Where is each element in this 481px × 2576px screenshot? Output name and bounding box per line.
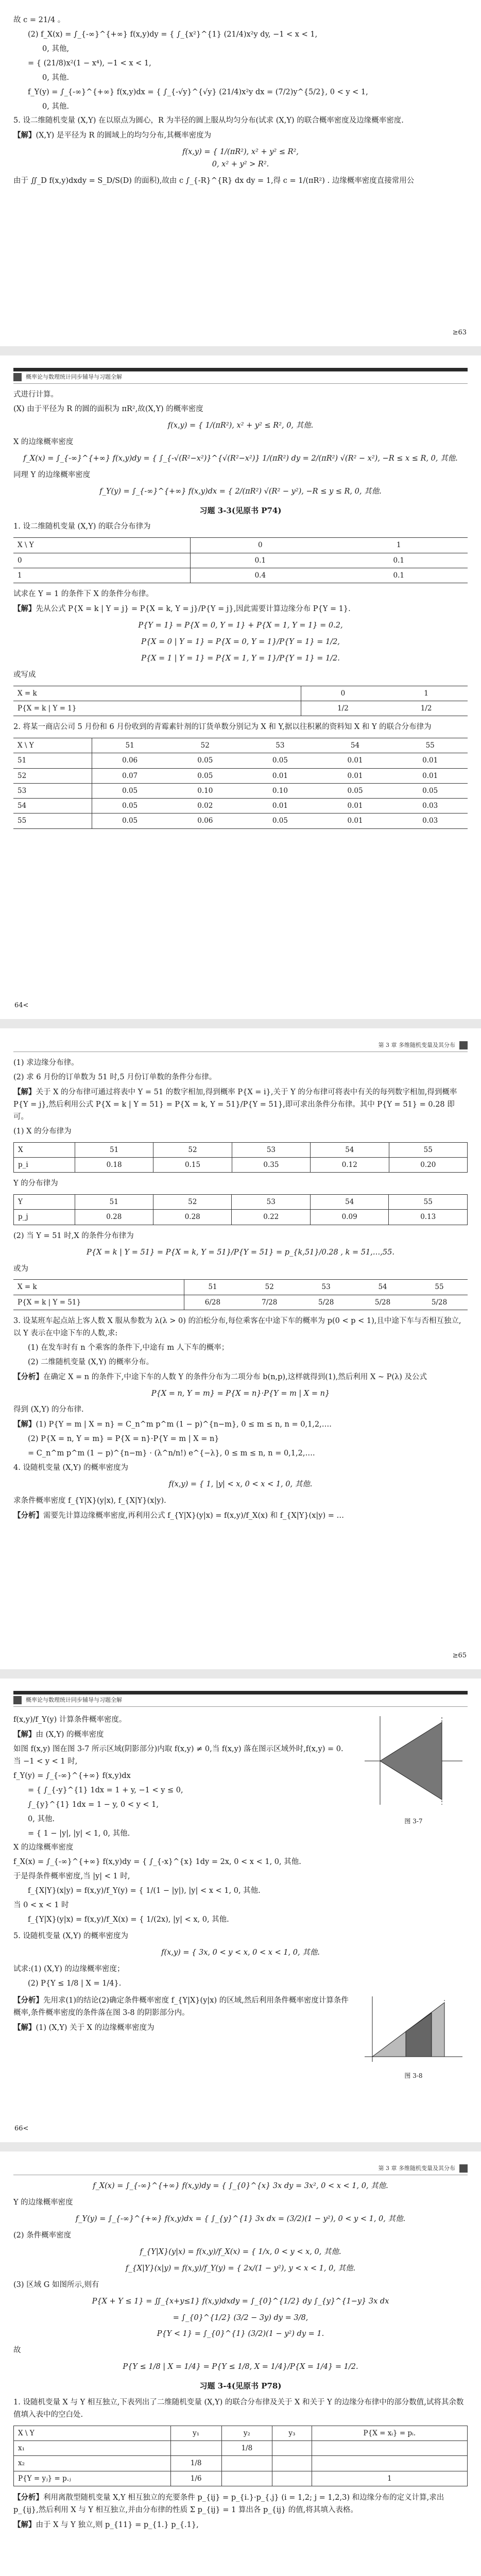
table-header: 0 xyxy=(191,538,330,553)
table-joint-1 xyxy=(13,537,468,583)
page-number: ≥63 xyxy=(452,328,467,336)
header-band xyxy=(13,1691,468,1694)
fy-formula: f_Y(y) = ∫_{-∞}^{+∞} f(x,y)dx = { ∫_{y}^{1} 3x dx = (3/2)(1 − y²), 0 < y < 1, 0, 其他. xyxy=(75,2214,406,2223)
table-cell: 1 xyxy=(13,568,191,583)
table-row xyxy=(13,768,468,783)
page-2 xyxy=(0,355,481,1019)
table-cell: 0.05 xyxy=(92,799,167,814)
answer-text: (X,Y) 是平径为 R 的圆域上的均匀分布,其概率密度为 xyxy=(36,131,212,140)
table-cell: 6/28 xyxy=(184,1295,241,1310)
fy-line-2: 0, 其他. xyxy=(42,102,70,111)
table-orders xyxy=(13,738,468,829)
table-cell: 53 xyxy=(13,783,92,798)
running-title: 概率论与数理统计同步辅导与习题全解 xyxy=(26,374,122,380)
table-header-row xyxy=(13,686,468,701)
analysis-text: 在确定 X = n 的条件下,中途下车的人数 Y 的条件分布为二项分布 b(n,p),这样就得到(1),然后利用 X ~ P(λ) 及公式 xyxy=(43,1372,427,1381)
answer-line-3: = C_n^m p^m (1 − p)^{n−m} · (λ^n/n!) e^{−λ}, 0 ≤ m ≤ n, n = 0,1,2,…. xyxy=(28,1449,315,1458)
table-header-row xyxy=(14,2426,468,2441)
item2-line-3: = { (21/8)x²(1 − x⁴), −1 < x < 1, xyxy=(28,59,151,67)
question-2: 2. 将某一商店公司 5 月份和 6 月份收到的青霉素针剂的订货单数分别记为 X 和 Y,据以往积累的资料知 X 和 Y 的联合分布律为 xyxy=(13,723,432,732)
prob-eq-2: = ∫_{0}^{1/2} (3/2 − 3y) dy = 3/8, xyxy=(173,2313,308,2322)
table-header: 51 xyxy=(92,738,167,753)
table-header: 53 xyxy=(298,1280,354,1295)
table-cell: 1/6 xyxy=(170,2471,221,2486)
page-number: 66< xyxy=(14,2124,29,2132)
table-cell: 0.28 xyxy=(153,1210,232,1225)
text-line: (2) 求 6 月份的订单数为 51 时,5 月份订单数的条件分布律。 xyxy=(13,1073,217,1082)
question-5-ask-2: (2) P{Y ≤ 1/8 | X = 1/4}. xyxy=(28,1979,122,1988)
y-marginal-label: 同理 Y 的边缘概率密度 xyxy=(13,470,91,479)
running-header xyxy=(13,1041,468,1052)
x-dist-label: (1) X 的分布律为 xyxy=(13,1127,72,1136)
analysis-formula: P{X = n, Y = m} = P{X = n}·P{Y = m | X = n} xyxy=(151,1389,330,1398)
question-5: 5. 设随机变量 (X,Y) 的概率密度为 xyxy=(13,1931,128,1940)
fx-formula: f_X(x) = ∫_{-∞}^{+∞} f(x,y)dy = { ∫_{0}^{x} 3x dy = 3x², 0 < x < 1, 0, 其他. xyxy=(93,2182,388,2191)
top-formula: 故 c = 21/4 。 xyxy=(13,16,65,24)
running-header xyxy=(13,1696,468,1707)
table-header: y₃ xyxy=(272,2426,312,2441)
x-marginal-formula: f_X(x) = ∫_{-∞}^{+∞} f(x,y)dy = { ∫_{-√(R²−x²)}^{√(R²−x²)} 1/(πR²) dy = 2/(πR²) √(R² − x²), −R ≤ x ≤ R, 0, 其他. xyxy=(23,454,458,463)
or-label: 或写成 xyxy=(13,670,36,679)
table-header-row xyxy=(14,1195,468,1210)
table-cell: 0.09 xyxy=(310,1210,388,1225)
table-cell: 0.05 xyxy=(92,783,167,798)
chapter-icon xyxy=(459,1041,468,1049)
joint-density: f(x,y) = { 1/(πR²), x² + y² ≤ R², 0, 其他. xyxy=(167,421,314,430)
fy-eq: = { ∫_{-y}^{1} 1dx = 1 + y, −1 < y ≤ 0, xyxy=(28,1786,183,1794)
question-3-2: (2) 二维随机变量 (X,Y) 的概率分布。 xyxy=(28,1358,154,1366)
answer-text: 关于 X 的分布律可通过将表中 Y = 51 的数字相加,得到概率 P{X = i},关于 Y 的分布律可将表中有关的每列数字相加,得到概率 P{Y = j},然后利用公式 P{X = k | Y = 51} = P{X = k, Y = 51}/P{Y = 51},即可求出条件分布律。其中 P{Y = 51} = 0.28 即可。 xyxy=(13,1088,457,1121)
table-cell: 52 xyxy=(13,768,92,783)
so-label: 故 xyxy=(13,2346,21,2355)
answer-eq-1: P{Y = 1} = P{X = 0, Y = 1} + P{X = 1, Y = 1} = 0.2, xyxy=(138,621,343,630)
table-cell: 1/8 xyxy=(221,2441,272,2456)
analysis-tag: 【分析】 xyxy=(13,1995,43,2005)
figure-3-8 xyxy=(359,1992,468,2081)
analysis-tag: 【分析】 xyxy=(13,1372,43,1381)
analysis-text: 利用离散型随机变量 X,Y 相互独立的充要条件 p_{ij} = p_{i.}·p_{.j} (i = 1,2; j = 1,2,3) 和边缘分布的定义计算,求出 p_{ij},然后利用 X 与 Y 相互独立,并由分布律的性质 Σ p_{ij} = 1 算出各 p_{ij} 的值,将其填入表格。 xyxy=(13,2493,444,2514)
table-header: X xyxy=(14,1142,75,1157)
fy-eq: f_Y(y) = ∫_{-∞}^{+∞} f(x,y)dx xyxy=(13,1771,131,1780)
analysis-tag: 【分析】 xyxy=(13,2493,43,2502)
question-5: 5. 设二维随机变量 (X,Y) 在以原点为圆心，R 为半径的圆上服从均匀分布(试求 (X,Y) 的联合概率密度及边缘概率密度. xyxy=(13,116,404,125)
question-4: 4. 设随机变量 (X,Y) 的概率密度为 xyxy=(13,1464,128,1472)
answer-tag: 【解】 xyxy=(13,131,36,140)
table-cell: 0.18 xyxy=(75,1157,153,1172)
table-header: 55 xyxy=(389,1142,467,1157)
table-cell: 0.10 xyxy=(243,783,318,798)
running-header xyxy=(13,372,468,384)
question-3-1: (1) 在发车时有 n 个乘客的条件下,中途有 m 人下车的概率； xyxy=(28,1343,229,1352)
table-header: 55 xyxy=(411,1280,468,1295)
region-label: (3) 区域 G 如图所示,则有 xyxy=(13,2280,99,2289)
table-header: 52 xyxy=(167,738,243,753)
table-cell: 0.22 xyxy=(232,1210,310,1225)
table-row xyxy=(13,783,468,798)
table-row xyxy=(14,2441,468,2456)
cond-label: (2) 当 Y = 51 时,X 的条件分布律为 xyxy=(13,1231,134,1240)
table-row xyxy=(13,553,468,568)
table-cell: 0.1 xyxy=(330,553,468,568)
table-cell: 0.01 xyxy=(318,799,393,814)
table-row xyxy=(13,701,468,716)
table-header: P{X = xᵢ} = pᵢ. xyxy=(312,2426,467,2441)
header-band xyxy=(13,368,468,371)
question-3: 3. 设某班车起点站上客人数 X 服从参数为 λ(λ > 0) 的泊松分布,每位乘客在中途下车的概率为 p(0 < p < 1),且中途下车与否相互独立,以 Y 表示在中途下车的人数,求: xyxy=(13,1316,461,1337)
answer-tag: 【解】 xyxy=(13,2520,36,2529)
table-header: 0 xyxy=(301,686,385,701)
table-header-row xyxy=(13,738,468,753)
prob-eq-4: P{Y ≤ 1/8 | X = 1/4} = P{Y ≤ 1/8, X = 1/4}/P{X = 1/4} = 1/2. xyxy=(123,2363,358,2371)
table-cell xyxy=(170,2441,221,2456)
table-header: 1 xyxy=(385,686,468,701)
table-cell: 1/2 xyxy=(385,701,468,716)
table-header: X = k xyxy=(13,686,301,701)
table-cell: 0.01 xyxy=(243,768,318,783)
item2-line-1: (2) f_X(x) = ∫_{-∞}^{+∞} f(x,y)dy = { ∫_{x²}^{1} (21/4)x²y dy, −1 < x < 1, xyxy=(28,30,318,39)
answer-text: 由 (X,Y) 的概率密度 xyxy=(36,1731,104,1739)
text-line: (1) 求边缘分布律。 xyxy=(13,1059,79,1067)
figure-3-7-graphic xyxy=(359,1712,468,1810)
table-cond-dist xyxy=(13,1279,468,1310)
answer-tag: 【解】 xyxy=(13,604,36,613)
table-header: 1 xyxy=(330,538,468,553)
table-header-row xyxy=(13,1280,468,1295)
table-cell: 0.10 xyxy=(167,783,243,798)
answer-tag: 【解】 xyxy=(13,1087,36,1096)
table-cell xyxy=(312,2456,467,2471)
question-1: 1. 设随机变量 X 与 Y 相互独立,下表列出了二维随机变量 (X,Y) 的联合分布律及关于 X 和关于 Y 的边缘分布律中的部分数值,试将其余数值填入表中的空白处. xyxy=(13,2398,464,2419)
fx-label: X 的边缘概率密度 xyxy=(13,1843,74,1852)
table-cell: 0.07 xyxy=(92,768,167,783)
table-cell: P{X = k | Y = 1} xyxy=(13,701,301,716)
table-cell xyxy=(272,2471,312,2486)
table-cell xyxy=(312,2441,467,2456)
table-cell: 0.1 xyxy=(191,553,330,568)
table-cell: P{X = k | Y = 51} xyxy=(13,1295,184,1310)
text-line: f(x,y)/f_Y(y) 计算条件概率密度。 xyxy=(13,1716,127,1724)
table-cell: 0.4 xyxy=(191,568,330,583)
page-4 xyxy=(0,1679,481,2142)
page-number: 64< xyxy=(14,1001,29,1009)
table-conditional xyxy=(13,686,468,717)
figure-3-7 xyxy=(359,1712,468,1928)
fy-eq: ∫_{y}^{1} 1dx = 1 − y, 0 < y < 1, xyxy=(28,1800,159,1809)
table-row xyxy=(14,1157,468,1172)
running-title: 第 3 章 多维随机变量及其分布 xyxy=(378,1042,455,1048)
table-cell: 0 xyxy=(13,553,191,568)
page-1 xyxy=(0,0,481,346)
figure-caption: 图 3-7 xyxy=(404,1818,423,1825)
table-header: 51 xyxy=(75,1142,153,1157)
analysis-tail: 得到 (X,Y) 的分布律. xyxy=(13,1405,84,1414)
table-cell: 0.28 xyxy=(75,1210,153,1225)
fy-line-1: f_Y(y) = ∫_{-∞}^{+∞} f(x,y)dx = { ∫_{-√y}^{√y} (21/4)x²y dx = (7/2)y^{5/2}, 0 < y < 1, xyxy=(28,88,368,96)
table-header: 54 xyxy=(354,1280,411,1295)
or-label: 或为 xyxy=(13,1264,28,1273)
question-5-density: f(x,y) = { 3x, 0 < y < x, 0 < x < 1, 0, 其他. xyxy=(161,1948,320,1957)
table-cell: x₂ xyxy=(14,2456,171,2471)
y-dist-label: Y 的分布律为 xyxy=(13,1179,58,1188)
table-cell: 0.05 xyxy=(392,783,468,798)
table-cell: 0.05 xyxy=(243,814,318,828)
answer-tag: 【解】 xyxy=(13,1730,36,1739)
table-cell: 0.35 xyxy=(232,1157,310,1172)
section-title: 习题 3-3(见原书 P74) xyxy=(199,505,282,515)
item2-line-2: 0, 其他, xyxy=(42,44,70,53)
answer-tail: 由于 ∬_D f(x,y)dxdy = S_D/S(D) 的面积),故由 c ∫_{-R}^{R} dx dy = 1,得 c = 1/(πR²) . 边缘概率密度直接常用公 xyxy=(13,177,415,185)
table-cell: 5/28 xyxy=(298,1295,354,1310)
answer-tag: 【解】 xyxy=(13,2023,36,2032)
question-1: 1. 设二维随机变量 (X,Y) 的联合分布律为 xyxy=(13,522,151,531)
table-header: 54 xyxy=(310,1195,388,1210)
table-header: y₁ xyxy=(170,2426,221,2441)
table-header: 52 xyxy=(153,1195,232,1210)
answer-text: 先从公式 P{X = k | Y = j} = P{X = k, Y = j}/P{Y = j},因此需要计算边缘分布 P{Y = 1}. xyxy=(36,604,351,613)
analysis-text: 先用求(1)的结论(2)确定条件概率密度 f_{Y|X}(y|x) 的区域,然后利用条件概率密度计算条件概率,条件概率密度的条件落在图 3-8 的阴影部分内。 xyxy=(13,1996,349,2017)
table-cell: 0.03 xyxy=(392,814,468,828)
prob-eq-1: P{X + Y ≤ 1} = ∬_{x+y≤1} f(x,y)dxdy = ∫_{0}^{1/2} dy ∫_{y}^{1−y} 3x dx xyxy=(92,2297,389,2306)
table-cell: 1 xyxy=(312,2471,467,2486)
text-line: 式进行计算。 xyxy=(13,391,58,399)
question-4-density: f(x,y) = { 1, |y| < x, 0 < x < 1, 0, 其他. xyxy=(168,1480,313,1489)
table-row xyxy=(13,1295,468,1310)
table-header: 52 xyxy=(241,1280,298,1295)
table-cell: 0.05 xyxy=(167,753,243,768)
table-cell: 0.05 xyxy=(318,783,393,798)
table-cell: 51 xyxy=(13,753,92,768)
text-line: 如图 f(x,y) 图在图 3-7 所示区域(阴影部分)内取 f(x,y) ≠ 0,当 f(x,y) 落在图示区域外时,f(x,y) = 0.当 −1 < y < 1 时, xyxy=(13,1744,343,1766)
table-cell: 0.06 xyxy=(92,753,167,768)
table-cell: p_i xyxy=(14,1157,75,1172)
table-cell: 0.05 xyxy=(167,768,243,783)
table-cell: 55 xyxy=(13,814,92,828)
question-5-ask: 试求:(1) (X,Y) 的边缘概率密度； xyxy=(13,1964,125,1973)
table-cell xyxy=(272,2456,312,2471)
table-cell: 0.12 xyxy=(311,1157,389,1172)
table-cell: 5/28 xyxy=(354,1295,411,1310)
answer-eq-2: P{X = 0 | Y = 1} = P{X = 0, Y = 1}/P{Y = 1} = 1/2, xyxy=(141,637,340,646)
table-cell: 0.01 xyxy=(318,753,393,768)
table-row xyxy=(13,753,468,768)
table-x-dist xyxy=(13,1142,468,1173)
cond-label-2: 当 0 < x < 1 时 xyxy=(13,1901,69,1910)
table-header: 53 xyxy=(243,738,318,753)
y-marginal-formula: f_Y(y) = ∫_{-∞}^{+∞} f(x,y)dx = { 2/(πR²) √(R² − y²), −R ≤ y ≤ R, 0, 其他. xyxy=(99,487,382,496)
table-cell: 0.01 xyxy=(318,768,393,783)
table-cell xyxy=(221,2471,272,2486)
table-row xyxy=(14,2456,468,2471)
page-3 xyxy=(0,1028,481,1669)
table-header: 54 xyxy=(311,1142,389,1157)
table-header: X \ Y xyxy=(14,2426,171,2441)
cond-xy: f_{X|Y}(x|y) = f(x,y)/f_Y(y) = { 2x/(1 − y²), y < x < 1, 0, 其他. xyxy=(125,2264,356,2273)
table-cell: P{Y = yⱼ} = p.ⱼ xyxy=(14,2471,171,2486)
table-cell xyxy=(272,2441,312,2456)
cond-formula: P{X = k | Y = 51} = P{X = k, Y = 51}/P{Y = 51} = p_{k,51}/0.28 , k = 51,…,55. xyxy=(87,1248,394,1257)
table-row xyxy=(14,1210,468,1225)
fx-eq: f_X(x) = ∫_{-∞}^{+∞} f(x,y)dy = { ∫_{-x}^{x} 1dy = 2x, 0 < x < 1, 0, 其他. xyxy=(13,1858,301,1867)
analysis-text: 需要先计算边缘概率密度,再利用公式 f_{Y|X}(y|x) = f(x,y)/f_X(x) 和 f_{X|Y}(x|y) = … xyxy=(43,1511,344,1520)
table-cell: p_j xyxy=(14,1210,75,1225)
answer-line-2: (2) P{X = n, Y = m} = P{X = n}·P{Y = m | X = n} xyxy=(28,1435,219,1444)
table-cell: 0.05 xyxy=(92,814,167,828)
answer-text: 由于 X 与 Y 独立,则 p_{11} = p_{1.} p_{.1}, xyxy=(36,2520,199,2529)
table-header: 54 xyxy=(318,738,393,753)
running-header xyxy=(13,2164,468,2175)
table-cell xyxy=(221,2456,272,2471)
cond-eq: f_{X|Y}(x|y) = f(x,y)/f_Y(y) = { 1/(1 − |y|), |y| < x < 1, 0, 其他. xyxy=(28,1887,261,1895)
table-header: X = k xyxy=(13,1280,184,1295)
table-independence-blank xyxy=(13,2426,468,2486)
table-header: 53 xyxy=(232,1142,310,1157)
table-cell: 0.01 xyxy=(318,814,393,828)
table-header: 52 xyxy=(153,1142,232,1157)
table-header: 55 xyxy=(389,1195,468,1210)
table-cell: 1/8 xyxy=(170,2456,221,2471)
table-y-dist xyxy=(13,1194,468,1225)
table-cell: 0.02 xyxy=(167,799,243,814)
prob-eq-3: P{Y < 1} = ∫_{0}^{1} (3/2)(1 − y²) dy = 1. xyxy=(157,2330,324,2338)
answer-line-1: (1) P{Y = m | X = n} = C_n^m p^m (1 − p)^{n−m}, 0 ≤ m ≤ n, n = 0,1,2,…. xyxy=(36,1420,332,1429)
book-icon xyxy=(13,373,22,381)
table-cell: 0.06 xyxy=(167,814,243,828)
table-row xyxy=(13,814,468,828)
table-header: 51 xyxy=(75,1195,153,1210)
question-1-ask: 试求在 Y = 1 的条件下 X 的条件分布律。 xyxy=(13,590,153,599)
table-cell: 0.15 xyxy=(153,1157,232,1172)
text-line: (X) 由于平径为 R 的圆的面积为 πR²,故(X,Y) 的概率密度 xyxy=(13,405,203,414)
table-cell: 0.20 xyxy=(389,1157,467,1172)
figure-3-8-graphic xyxy=(359,1992,468,2064)
question-4-ask: 求条件概率密度 f_{Y|X}(y|x), f_{X|Y}(x|y). xyxy=(13,1497,166,1505)
analysis-tag: 【分析】 xyxy=(13,1511,43,1520)
table-cell: 0.01 xyxy=(392,753,468,768)
table-header: X \ Y xyxy=(13,538,191,553)
table-header: 51 xyxy=(184,1280,241,1295)
table-row xyxy=(14,2471,468,2486)
table-cell: 1/2 xyxy=(301,701,385,716)
table-row xyxy=(13,568,468,583)
joint-density: f(x,y) = { 1/(πR²), x² + y² ≤ R², xyxy=(182,148,299,157)
fy-eq: = { 1 − |y|, |y| < 1, 0, 其他. xyxy=(28,1829,130,1838)
fy-eq: 0, 其他. xyxy=(28,1815,55,1823)
table-header: y₂ xyxy=(221,2426,272,2441)
x-marginal-label: X 的边缘概率密度 xyxy=(13,437,74,446)
answer-text: (1) (X,Y) 关于 X 的边缘概率密度为 xyxy=(36,2023,154,2032)
table-header: Y xyxy=(14,1195,75,1210)
book-icon xyxy=(13,1696,22,1704)
cond-eq-2: f_{Y|X}(y|x) = f(x,y)/f_X(x) = { 1/(2x), |y| < x, 0, 其他. xyxy=(28,1916,229,1924)
table-cell: 0.13 xyxy=(389,1210,468,1225)
table-cell: 0.03 xyxy=(392,799,468,814)
chapter-icon xyxy=(459,2164,468,2173)
table-header-row xyxy=(13,538,468,553)
joint-density-2: 0, x² + y² > R². xyxy=(212,160,269,169)
table-cell: 7/28 xyxy=(241,1295,298,1310)
table-cell: 0.05 xyxy=(243,753,318,768)
table-header: 55 xyxy=(392,738,468,753)
page-5 xyxy=(0,2151,481,2576)
item2-line-4: 0, 其他. xyxy=(42,73,70,82)
cond-yx: f_{Y|X}(y|x) = f(x,y)/f_X(x) = { 1/x, 0 < y < x, 0, 其他. xyxy=(140,2247,341,2256)
page-number: ≥65 xyxy=(452,1651,467,1659)
figure-caption: 图 3-8 xyxy=(404,2072,423,2079)
table-header: X \ Y xyxy=(13,738,92,753)
table-header-row xyxy=(14,1142,468,1157)
table-cell: 0.1 xyxy=(330,568,468,583)
running-title: 第 3 章 多维随机变量及其分布 xyxy=(378,2165,455,2172)
y-marginal-label: Y 的边缘概率密度 xyxy=(13,2198,73,2207)
table-cell: 5/28 xyxy=(411,1295,468,1310)
section-title: 习题 3-4(见原书 P78) xyxy=(199,2381,282,2391)
cond-label: (2) 条件概率密度 xyxy=(13,2231,72,2240)
answer-tag: 【解】 xyxy=(13,1420,36,1429)
table-cell: 0.01 xyxy=(243,799,318,814)
table-cell: 0.01 xyxy=(392,768,468,783)
table-row xyxy=(13,799,468,814)
table-cell: 54 xyxy=(13,799,92,814)
running-title: 概率论与数理统计同步辅导与习题全解 xyxy=(26,1697,122,1703)
table-cell: x₁ xyxy=(14,2441,171,2456)
table-header: 53 xyxy=(232,1195,310,1210)
answer-eq-3: P{X = 1 | Y = 1} = P{X = 1, Y = 1}/P{Y = 1} = 1/2. xyxy=(141,654,340,663)
cond-label: 于是得条件概率密度,当 |y| < 1 时, xyxy=(13,1872,130,1881)
